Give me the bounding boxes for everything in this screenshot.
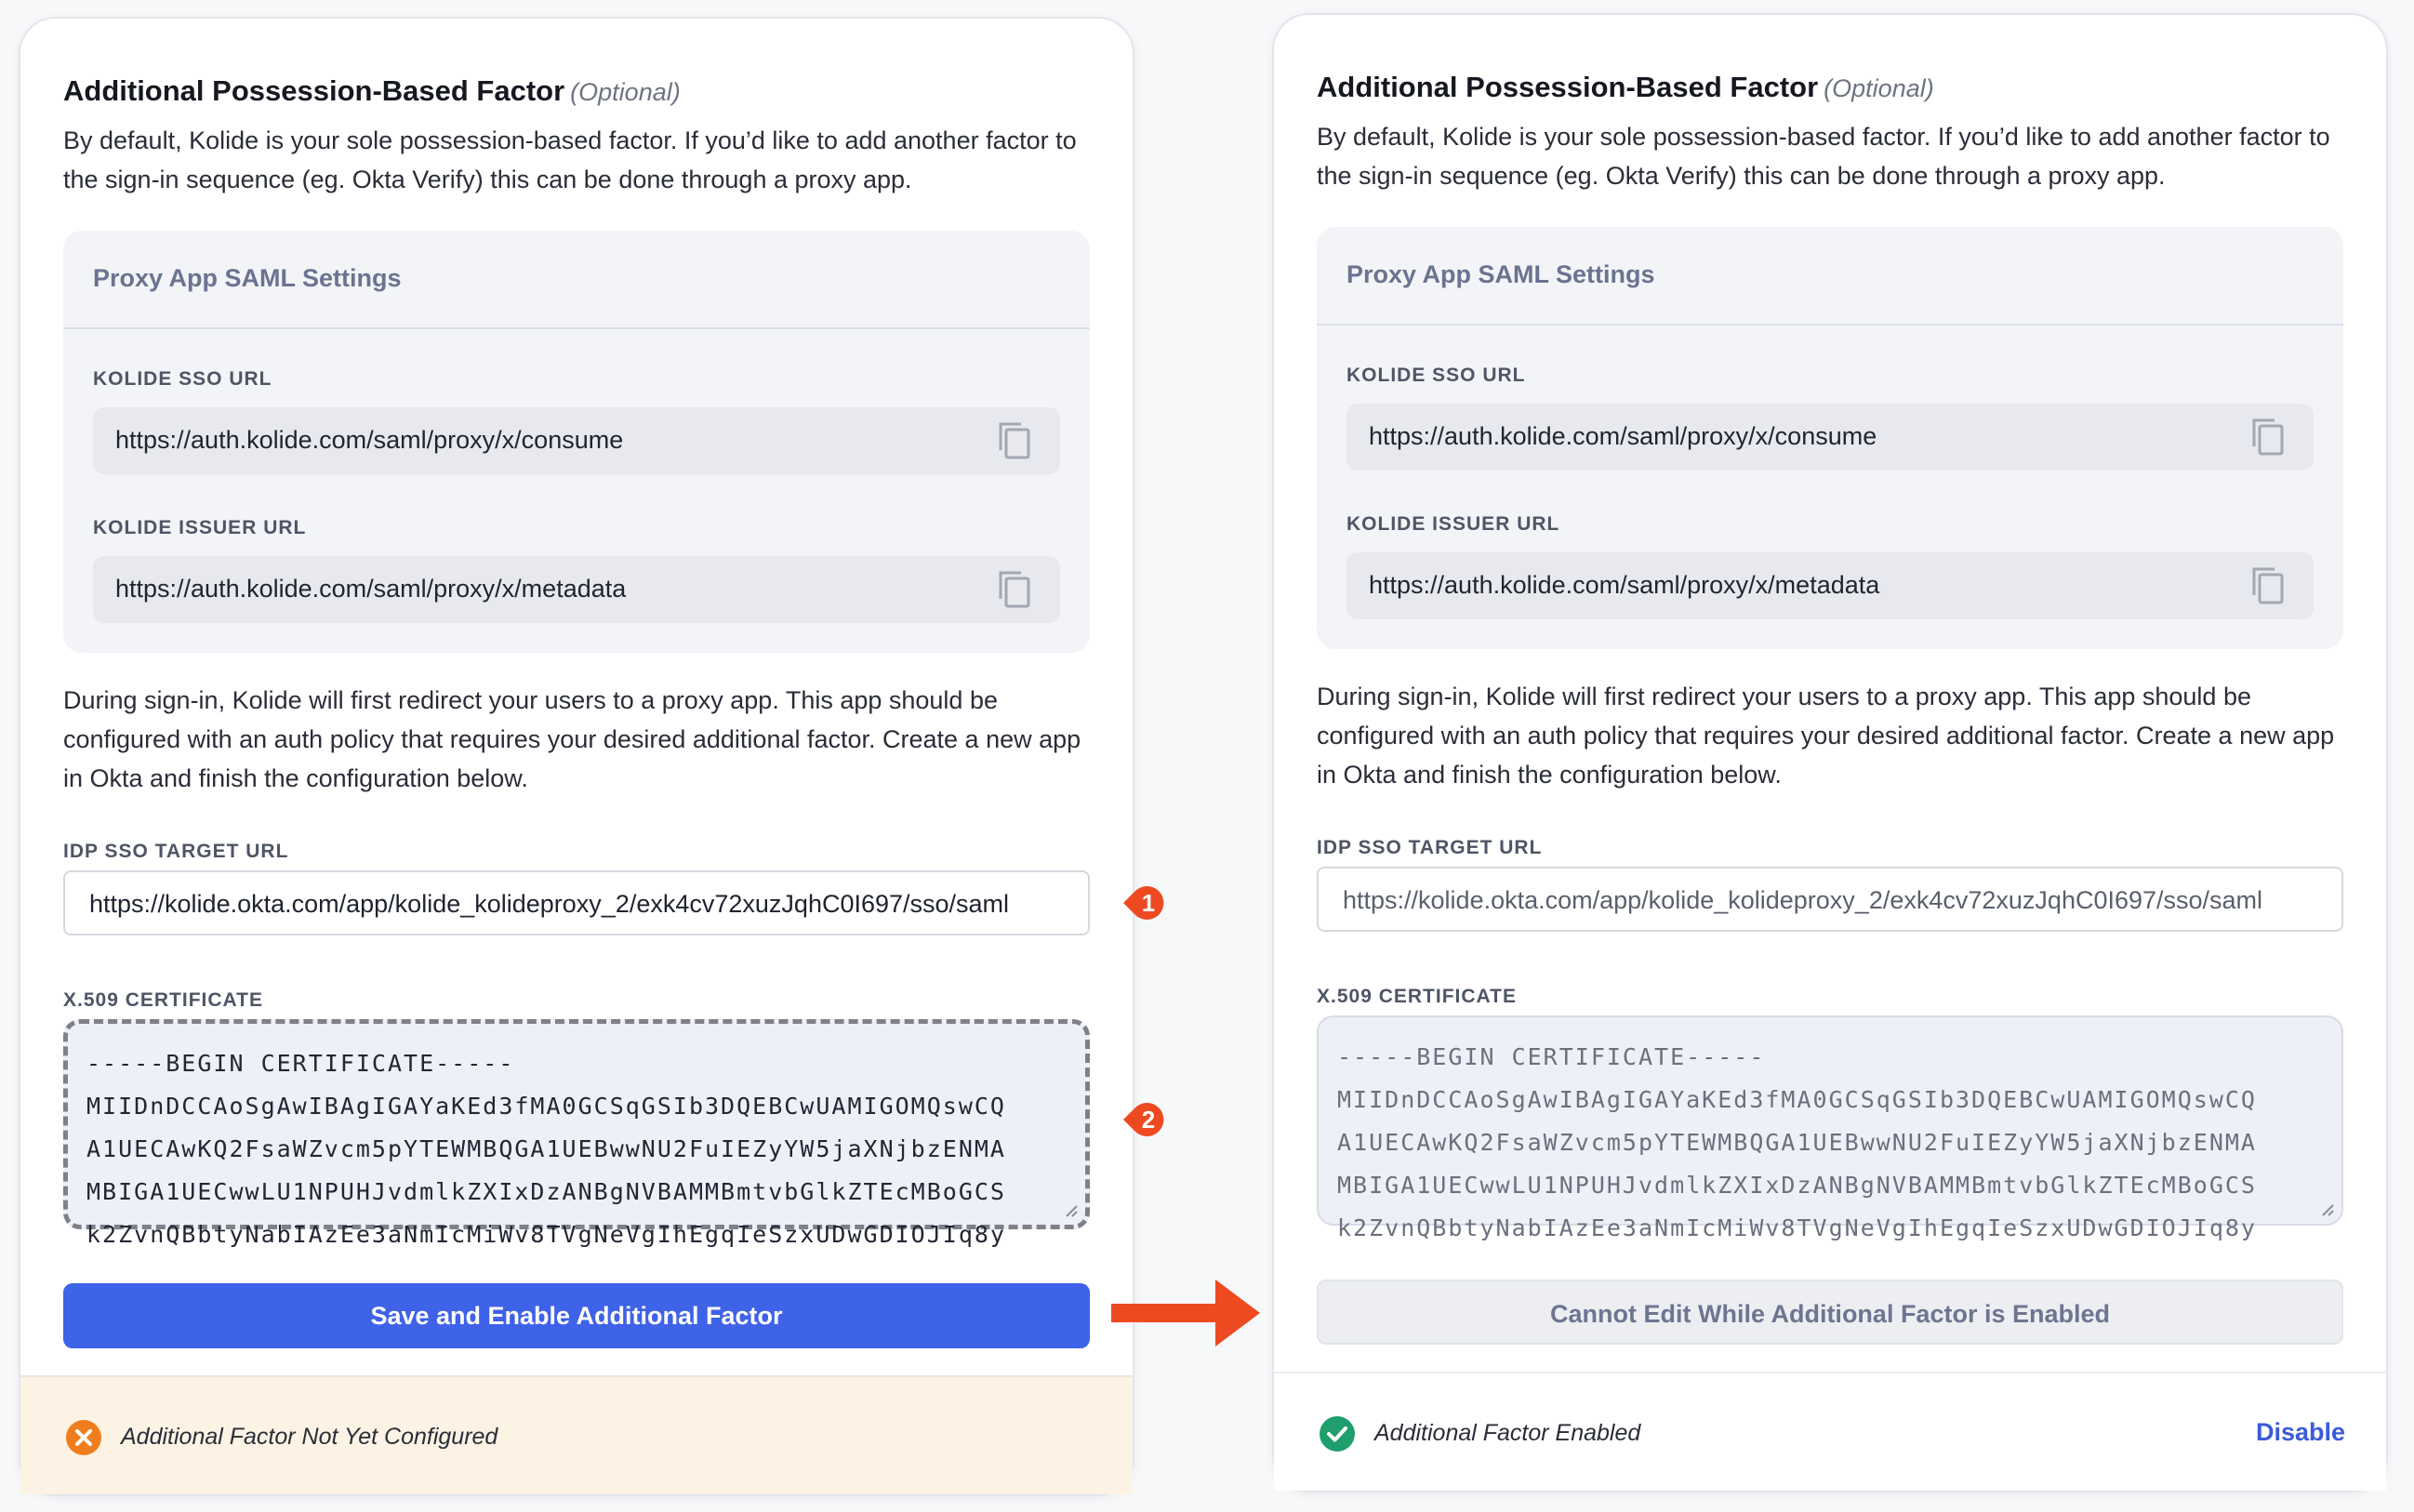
issuer-url-field [93, 556, 1060, 623]
sso-url-label: KOLIDE SSO URL [1346, 365, 1526, 386]
idp-url-input[interactable] [63, 870, 1090, 935]
signin-description: During sign-in, Kolide will first redirect your users to a proxy app. This app should be configured with an auth policy that requires your desired additional factor. Create a new app in Okta and finish the configuration below. [1317, 683, 2335, 789]
check-circle-icon [1319, 1415, 1356, 1452]
saml-settings-header [1317, 227, 2343, 325]
config-card-after [1272, 13, 2388, 1492]
optional-tag: (Optional) [570, 78, 681, 106]
disable-link[interactable]: Disable [2255, 1418, 2345, 1446]
signin-description: During sign-in, Kolide will first redirect your users to a proxy app. This app should be configured with an auth policy that requires your desired additional factor. Create a new app in Okta and finish the configuration below. [63, 686, 1081, 792]
callout-badge-1 [1118, 875, 1174, 931]
x-circle-icon [65, 1419, 102, 1456]
status-text: Additional Factor Not Yet Configured [121, 1424, 498, 1450]
certificate-label: X.509 CERTIFICATE [63, 989, 263, 1011]
resize-grip-icon [2319, 1201, 2334, 1216]
copy-icon[interactable] [2248, 565, 2286, 606]
section-description: By default, Kolide is your sole possession-based factor. If you’d like to add another factor to the sign-in sequence (eg. Okta Verify) this can be done through a proxy app. [63, 126, 1077, 193]
config-card-before [19, 17, 1134, 1496]
copy-icon[interactable] [995, 569, 1032, 610]
copy-icon[interactable] [995, 420, 1032, 461]
sso-url-value: https://auth.kolide.com/saml/proxy/x/consume [1369, 422, 1877, 450]
callout-number-1: 1 [1141, 889, 1156, 917]
saml-settings-panel [63, 231, 1090, 653]
idp-url-input [1317, 867, 2343, 932]
optional-tag: (Optional) [1824, 74, 1934, 102]
callout-number-2: 2 [1141, 1106, 1156, 1134]
issuer-url-label: KOLIDE ISSUER URL [1346, 513, 1560, 535]
section-title [1317, 71, 1934, 104]
save-enable-button[interactable]: Save and Enable Additional Factor [63, 1283, 1090, 1348]
title-text: Additional Possession-Based Factor [63, 74, 565, 107]
saml-settings-heading: Proxy App SAML Settings [93, 264, 402, 292]
callout-badge-2 [1118, 1092, 1174, 1147]
status-bar-enabled [1274, 1372, 2386, 1491]
issuer-url-value: https://auth.kolide.com/saml/proxy/x/metadata [1369, 571, 1880, 599]
resize-grip-icon[interactable] [1063, 1202, 1078, 1217]
saml-settings-header [63, 231, 1090, 329]
title-text: Additional Possession-Based Factor [1317, 71, 1819, 103]
section-title [63, 74, 681, 108]
certificate-value: -----BEGIN CERTIFICATE----- MIIDnDCCAoSgAwIBAgIGAYaKEd3fMA0GCSqGSIb3DQEBCwUAMIGOMQswCQ A1UECAwKQ2FsaWZvcm5pYTEWMBQGA1UEBwwNU2FuIEZyYW5jaXNjbzENMA MBIGA1UECwwLU1NPUHJvdmlkZXIxDzANBgNVBAMMBmtvbGlkZTEcMBoGCS k2ZvnQBbtyNabIAzEe3aNmIcMiWv8TVgNeVgIhEgqIeSzxUDwGDIOJIq8y [86, 1050, 1006, 1248]
sso-url-field [1346, 404, 2314, 471]
saml-settings-heading: Proxy App SAML Settings [1346, 260, 1655, 288]
issuer-url-label: KOLIDE ISSUER URL [93, 517, 307, 538]
issuer-url-field [1346, 552, 2314, 619]
idp-url-label: IDP SSO TARGET URL [63, 841, 289, 862]
sso-url-value: https://auth.kolide.com/saml/proxy/x/consume [115, 426, 624, 454]
certificate-value: -----BEGIN CERTIFICATE----- MIIDnDCCAoSgAwIBAgIGAYaKEd3fMA0GCSqGSIb3DQEBCwUAMIGOMQswCQ A1UECAwKQ2FsaWZvcm5pYTEWMBQGA1UEBwwNU2FuIEZyYW5jaXNjbzENMA MBIGA1UECwwLU1NPUHJvdmlkZXIxDzANBgNVBAMMBmtvbGlkZTEcMBoGCS k2ZvnQBbtyNabIAzEe3aNmIcMiWv8TVgNeVgIhEgqIeSzxUDwGDIOJIq8y [1337, 1043, 2257, 1241]
idp-url-value: https://kolide.okta.com/app/kolide_kolideproxy_2/exk4cv72xuzJqhC0I697/sso/saml [89, 890, 1010, 918]
cannot-edit-button: Cannot Edit While Additional Factor is Enabled [1317, 1280, 2343, 1345]
idp-url-label: IDP SSO TARGET URL [1317, 837, 1543, 858]
copy-icon[interactable] [2248, 417, 2286, 458]
sso-url-field [93, 407, 1060, 474]
status-text: Additional Factor Enabled [1374, 1420, 1641, 1446]
certificate-textarea [1317, 1015, 2343, 1241]
certificate-label: X.509 CERTIFICATE [1317, 986, 1517, 1007]
section-description: By default, Kolide is your sole possession-based factor. If you’d like to add another factor to the sign-in sequence (eg. Okta Verify) this can be done through a proxy app. [1317, 123, 2330, 190]
issuer-url-value: https://auth.kolide.com/saml/proxy/x/metadata [115, 575, 627, 603]
status-bar-not-configured [20, 1375, 1133, 1494]
arrow-right-icon [1111, 1276, 1260, 1350]
idp-url-value: https://kolide.okta.com/app/kolide_kolideproxy_2/exk4cv72xuzJqhC0I697/sso/saml [1343, 886, 2263, 914]
certificate-textarea[interactable] [63, 1019, 1090, 1248]
saml-settings-panel [1317, 227, 2343, 649]
sso-url-label: KOLIDE SSO URL [93, 368, 272, 390]
